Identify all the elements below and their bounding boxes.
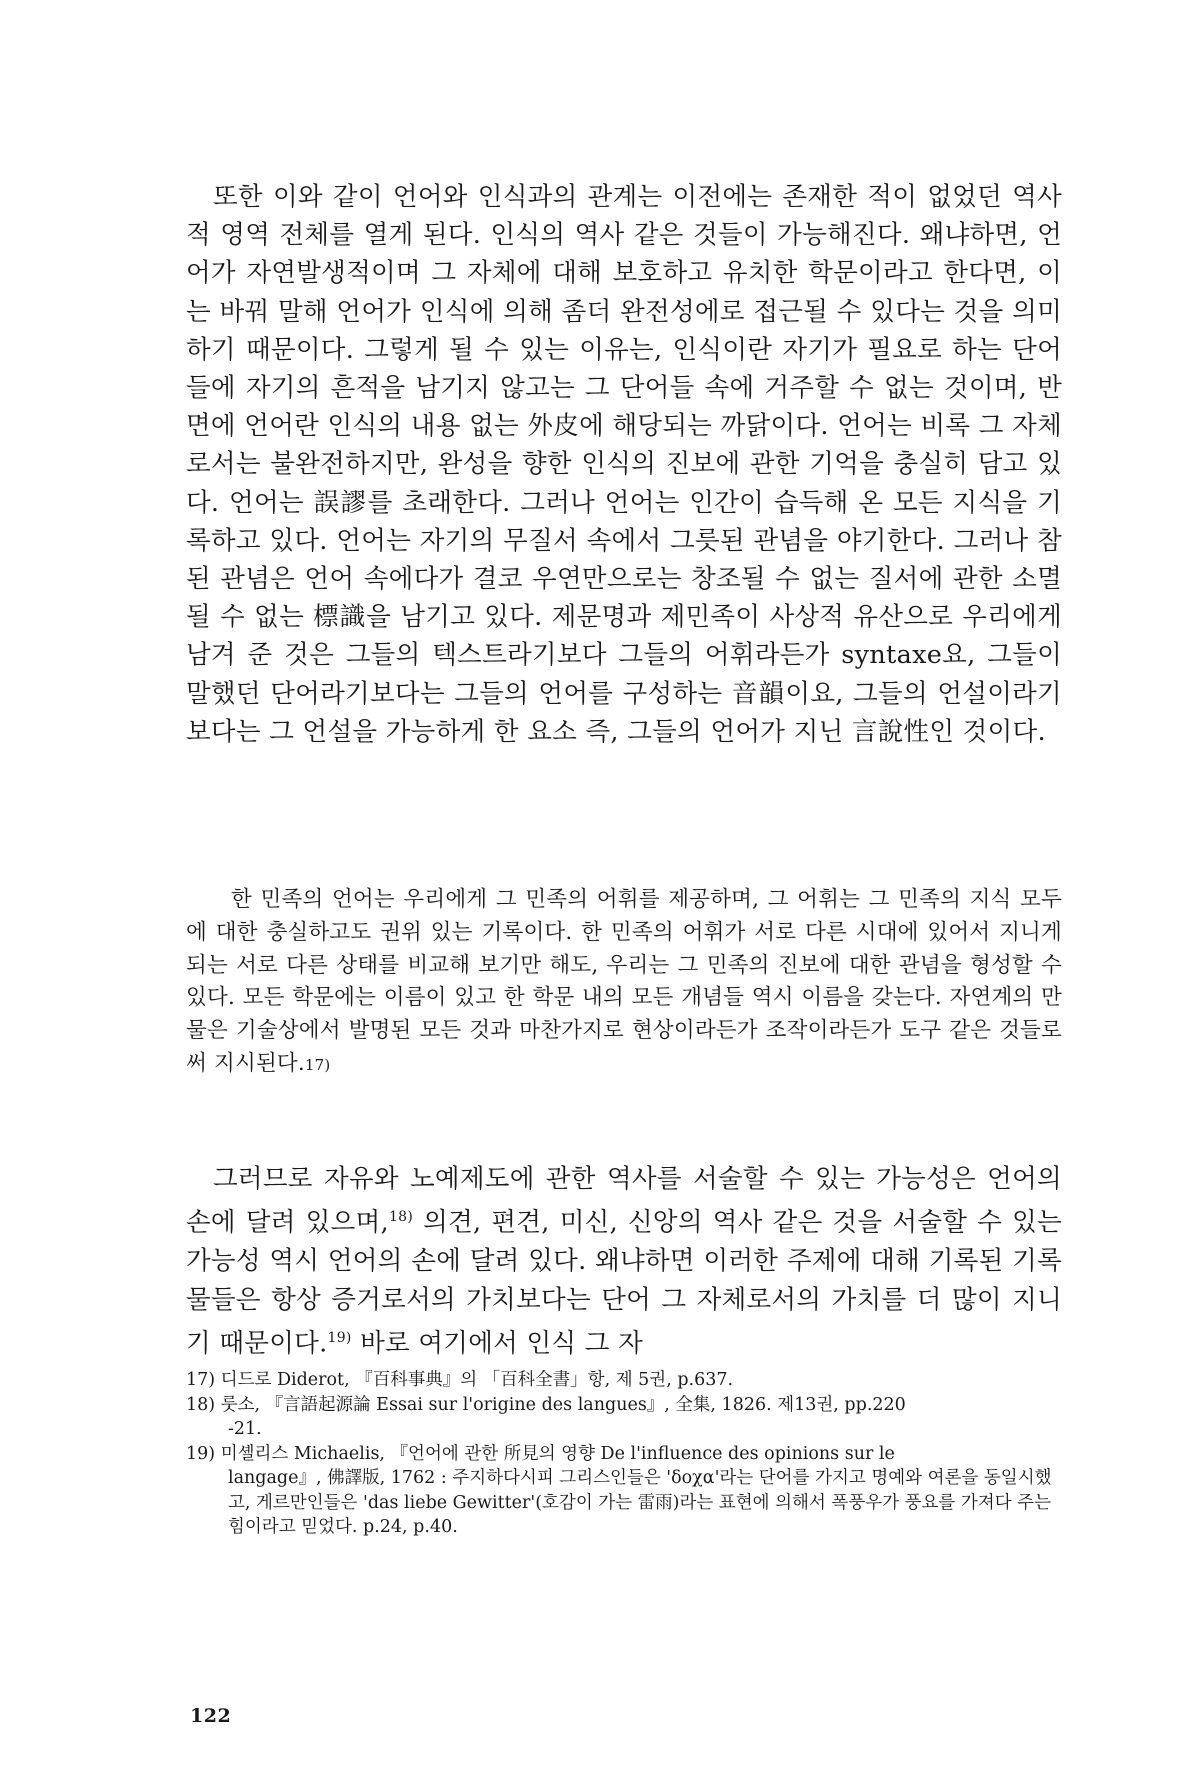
page-number: 122 <box>190 1705 232 1727</box>
footnote-18 <box>186 1393 1062 1418</box>
footnote-number: 18) <box>186 1394 216 1415</box>
footnotes <box>186 1368 1062 1540</box>
footnote-text: 디드로 Diderot, 『百科事典』의 「百科全書」항, 제 5권, p.637. <box>220 1370 734 1390</box>
footnote-17 <box>186 1368 1062 1393</box>
main-paragraph-2 <box>186 1160 1062 1363</box>
footnote-19-continued: langage』, 佛譯版, 1762 : 주지하다시피 그리스인들은 'δoχα'라는 단어를 가지고 명예와 여론을 동일시했고, 게르만인들은 'das liebe Gewitter'(호감이 가는 雷雨)라는 표현에 의해서 폭풍우가 풍요를 가져다 주는 힘이라고 믿었다. p.24, p.40. <box>228 1468 1052 1537</box>
footnote-18-continued: -21. <box>228 1419 262 1439</box>
paragraph-2-part-2: 의견, 편견, 미신, 신앙의 역사 같은 것을 서술할 수 있는 가능성 역시 언어의 손에 달려 있다. 왜냐하면 이러한 주제에 대해 기록된 기록물들은 항상 증거로서의 가치보다는 단어 그 자체로서의 가치를 더 많이 지니기 때문이다. <box>186 1207 1062 1359</box>
main-paragraph-1: 또한 이와 같이 언어와 인식과의 관계는 이전에는 존재한 적이 없었던 역사적 영역 전체를 열게 된다. 인식의 역사 같은 것들이 가능해진다. 왜냐하면, 언어가 자연발생적이며 그 자체에 대해 보호하고 유치한 학문이라고 한다면, 이는 바꿔 말해 언어가 인식에 의해 좀더 완전성에로 접근될 수 있다는 것을 의미하기 때문이다. 그렇게 될 수 있는 이유는, 인식이란 자기가 필요로 하는 단어들에 자기의 흔적을 남기지 않고는 그 단어들 속에 거주할 수 없는 것이며, 반면에 언어란 인식의 내용 없는 外皮에 해당되는 까닭이다. 언어는 비록 그 자체로서는 불완전하지만, 완성을 향한 인식의 진보에 관한 기억을 충실히 담고 있다. 언어는 誤謬를 초래한다. 그러나 언어는 인간이 습득해 온 모든 지식을 기록하고 있다. 언어는 자기의 무질서 속에서 그릇된 관념을 야기한다. 그러나 참된 관념은 언어 속에다가 결코 우연만으로는 창조될 수 없는 질서에 관한 소멸될 수 없는 標識을 남기고 있다. 제문명과 제민족이 사상적 유산으로 우리에게 남겨 준 것은 그들의 텍스트라기보다 그들의 어휘라든가 syntaxe요, 그들이 말했던 단어라기보다는 그들의 언어를 구성하는 音韻이요, 그들의 언설이라기보다는 그 언설을 가능하게 한 요소 즉, 그들의 언어가 지닌 言說性인 것이다. <box>186 182 1062 747</box>
paragraph-2-part-1: 그러므로 자유와 노예제도에 관한 역사를 서술할 수 있는 가능성은 언어의 손에 달려 있으며, <box>186 1164 1062 1238</box>
footnote-number: 19) <box>186 1443 216 1464</box>
paragraph-2-part-3: 바로 여기에서 인식 그 자 <box>351 1328 644 1359</box>
block-quote-text: 한 민족의 언어는 우리에게 그 민족의 어휘를 제공하며, 그 어휘는 그 민족의 지식 모두에 대한 충실하고도 권위 있는 기록이다. 한 민족의 어휘가 서로 다른 시대에 있어서 지니게 되는 서로 다른 상태를 비교해 보기만 해도, 우리는 그 민족의 진보에 대한 관념을 형성할 수 있다. 모든 학문에는 이름이 있고 한 학문 내의 모든 개념들 역시 이름을 갖는다. 자연계의 만물은 기술상에서 발명된 모든 것과 마찬가지로 현상이라든가 조작이라든가 도구 같은 것들로써 지시된다. <box>186 887 1062 1076</box>
footnote-ref-17: 17) <box>304 1055 331 1074</box>
footnote-number: 17) <box>186 1370 216 1390</box>
block-quote <box>186 884 1062 1082</box>
footnote-text: 룻소, 『言語起源論 Essai sur l'origine des langues』, 全集, 1826. 제13권, pp.220 <box>220 1394 906 1415</box>
footnote-19 <box>186 1442 1062 1467</box>
footnote-ref-19: 19) <box>327 1330 352 1347</box>
footnote-text: 미셸리스 Michaelis, 『언어에 관한 所見의 영향 De l'influence des opinions sur le <box>220 1443 895 1464</box>
footnote-ref-18: 18) <box>388 1209 414 1226</box>
